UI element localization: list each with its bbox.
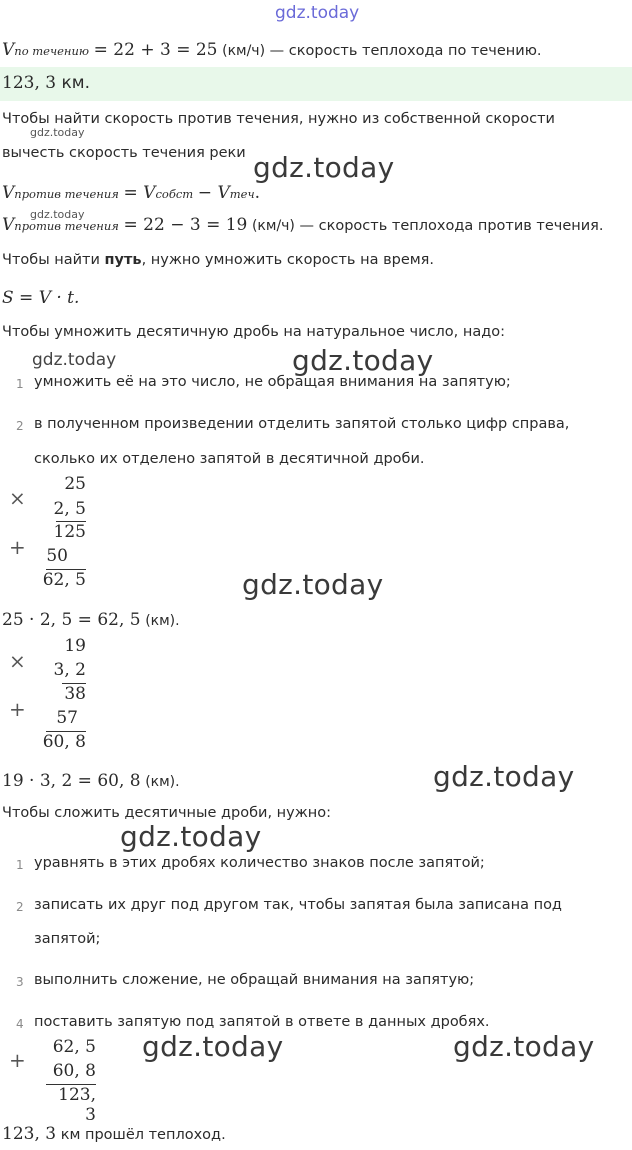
watermark: gdz.today	[253, 151, 395, 184]
list-item: умножить её на это число, не обращая внимания на запятую;	[34, 374, 511, 390]
partial-product: 50	[46, 546, 68, 566]
sum: 123, 3	[58, 1085, 96, 1125]
final-text: км прошёл теплоход.	[60, 1127, 226, 1143]
partial-product: 125	[53, 522, 86, 542]
paragraph-upstream-rule: Чтобы найти скорость против течения, нужно из собственной скорости	[2, 111, 555, 127]
watermark: gdz.today	[453, 1030, 595, 1063]
expression: 19 · 3, 2 = 60, 8	[2, 771, 141, 791]
addend: 62, 5	[52, 1037, 96, 1057]
equation: = 22 + 3 = 25	[93, 40, 218, 60]
equation-part: .	[254, 183, 261, 203]
upstream-speed-line	[2, 215, 604, 235]
list-number: 2	[16, 900, 24, 914]
calc2-result-line	[2, 771, 180, 791]
unit: (км).	[145, 613, 180, 629]
var-subscript: против течения	[14, 219, 119, 233]
description: — скорость теплохода против течения.	[299, 218, 604, 234]
list-item: записать их друг под другом так, чтобы запятая была записана под	[34, 897, 562, 913]
list-item: выполнить сложение, не обращай внимания на запятую;	[34, 972, 475, 988]
answer-number: 123, 3	[2, 73, 57, 93]
var-v: V	[2, 183, 15, 203]
addend: 60, 8	[52, 1061, 96, 1081]
var-subscript: собст	[155, 187, 194, 201]
equation-part: = V	[123, 183, 156, 203]
partial-product: 57	[56, 708, 78, 728]
watermark: gdz.today	[433, 760, 575, 793]
plus-sign: +	[9, 1048, 26, 1072]
formula-path: S = V · t.	[2, 288, 80, 308]
expression: 25 · 2, 5 = 62, 5	[2, 610, 141, 630]
product: 62, 5	[42, 570, 86, 590]
site-logo[interactable]: gdz.today	[275, 3, 360, 23]
final-number: 123, 3	[2, 1124, 57, 1144]
equation-part: − V	[197, 183, 230, 203]
text: Чтобы найти	[2, 252, 105, 268]
list-number: 2	[16, 419, 24, 433]
factor: 19	[64, 636, 86, 656]
var-v: V	[2, 40, 15, 60]
product: 60, 8	[42, 732, 86, 752]
paragraph-mult-rule: Чтобы умножить десятичную дробь на натуральное число, надо:	[2, 324, 505, 340]
formula-general	[2, 183, 260, 203]
var-subscript: теч	[229, 187, 255, 201]
downstream-speed-line	[2, 40, 542, 60]
watermark-mid: gdz.today	[32, 350, 117, 370]
final-answer	[2, 1124, 226, 1144]
list-item-cont: запятой;	[34, 931, 101, 947]
paragraph-add-rule: Чтобы сложить десятичные дроби, нужно:	[2, 805, 332, 821]
plus-sign: +	[9, 697, 26, 721]
list-item-cont: сколько их отделено запятой в десятичной дроби.	[34, 451, 425, 467]
calc1-result-line	[2, 610, 180, 630]
unit: (км).	[145, 774, 180, 790]
watermark: gdz.today	[242, 568, 384, 601]
times-sign: ×	[9, 486, 26, 510]
var-v: V	[2, 215, 15, 235]
var-subscript: по течению	[14, 44, 90, 58]
unit: (км/ч)	[251, 218, 295, 234]
list-number: 1	[16, 858, 24, 872]
var-subscript: против течения	[14, 187, 119, 201]
list-number: 4	[16, 1017, 24, 1031]
list-item: поставить запятую под запятой в ответе в данных дробях.	[34, 1014, 490, 1030]
answer-value	[2, 73, 90, 93]
equation: = 22 − 3 = 19	[123, 215, 248, 235]
factor: 25	[64, 474, 86, 494]
description: — скорость теплохода по течению.	[269, 43, 542, 59]
text: , нужно умножить скорость на время.	[141, 252, 435, 268]
watermark: gdz.today	[120, 820, 262, 853]
factor: 3, 2	[53, 660, 86, 680]
watermark: gdz.today	[292, 344, 434, 377]
paragraph-path	[2, 252, 434, 268]
watermark: gdz.today	[142, 1030, 284, 1063]
list-number: 3	[16, 975, 24, 989]
paragraph-upstream-rule-cont: вычесть скорость течения реки	[2, 145, 246, 161]
times-sign: ×	[9, 649, 26, 673]
plus-sign: +	[9, 535, 26, 559]
answer-unit: км.	[61, 73, 90, 93]
partial-product: 38	[64, 684, 86, 704]
factor: 2, 5	[53, 499, 86, 519]
list-number: 1	[16, 377, 24, 391]
answer-box	[0, 67, 632, 101]
list-item: в полученном произведении отделить запятой столько цифр справа,	[34, 416, 570, 432]
watermark-small: gdz.today	[30, 126, 85, 139]
list-item: уравнять в этих дробях количество знаков после запятой;	[34, 855, 485, 871]
bold-term: путь	[104, 252, 142, 268]
unit: (км/ч)	[222, 43, 266, 59]
watermark-small: gdz.today	[30, 208, 85, 221]
